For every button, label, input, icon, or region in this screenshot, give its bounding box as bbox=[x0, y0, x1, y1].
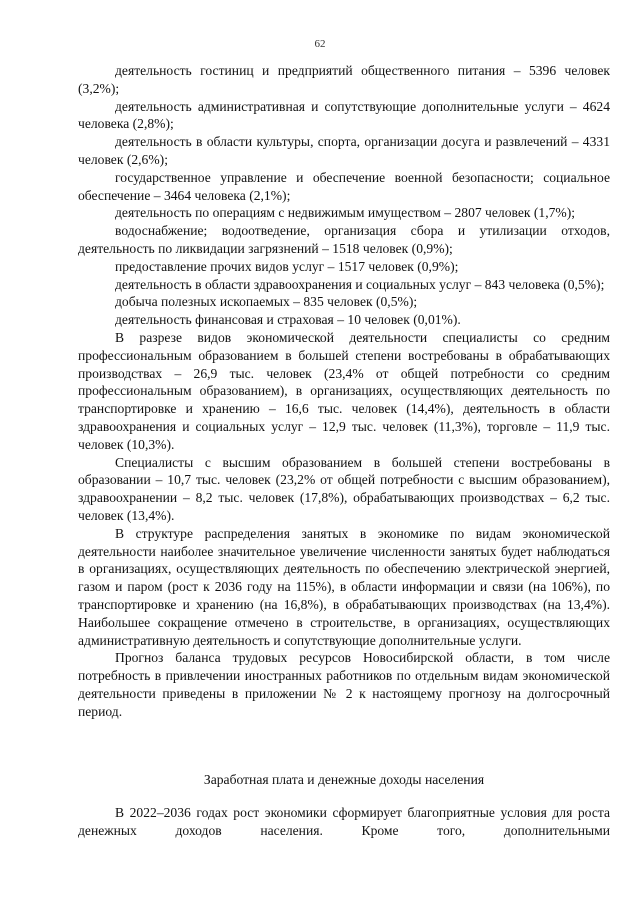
paragraph-admin-services: деятельность административная и сопутствующие дополнительные услуги – 4624 человека (2,8%); bbox=[78, 98, 610, 132]
paragraph-culture-sport: деятельность в области культуры, спорта, организации досуга и развлечений – 4331 человек (2,6%); bbox=[78, 134, 610, 167]
page-number: 62 bbox=[314, 38, 326, 50]
tail-text bbox=[78, 804, 610, 840]
paragraph-hotels: деятельность гостиниц и предприятий общественного питания – 5396 человек (3,2%); bbox=[78, 63, 610, 96]
paragraph-real-estate: деятельность по операциям с недвижимым имуществом – 2807 человек (1,7%); bbox=[115, 205, 576, 221]
paragraph-higher-education: Специалисты с высшим образованием в большей степени востребованы в образовании – 10,7 тыс. человек (23,2% от общей потребности с высшим образованием), здравоохранении – 8,2 тыс. человек (17,8%), обрабатывающих производствах – 6,2 тыс. человек (13,4%). bbox=[78, 454, 610, 523]
paragraph-water-supply: водоснабжение; водоотведение, организация сбора и утилизации отходов, деятельность по ликвидации загрязнений – 1518 человек (0,9%); bbox=[78, 223, 610, 256]
paragraph-labor-balance-forecast: Прогноз баланса трудовых ресурсов Новосибирской области, в том числе потребность в привлечении иностранных работников по отдельным видам экономической деятельности приведены в приложении № 2 к настоящему прогнозу на долгосрочный период. bbox=[78, 650, 610, 719]
paragraph-public-administration: государственное управление и обеспечение военной безопасности; социальное обеспечение – 3464 человека (2,1%); bbox=[78, 169, 610, 203]
section-heading: Заработная плата и денежные доходы населения bbox=[203, 772, 485, 787]
paragraph-healthcare: деятельность в области здравоохранения и социальных услуг – 843 человека (0,5%); bbox=[115, 276, 605, 292]
paragraph-other-services: предоставление прочих видов услуг – 1517 человек (0,9%); bbox=[115, 258, 459, 274]
paragraph-mining: добыча полезных ископаемых – 835 человек (0,5%); bbox=[115, 294, 418, 310]
paragraph-income-growth: В 2022–2036 годах рост экономики сформирует благоприятные условия для роста денежных доходов населения. Кроме того, дополнительными bbox=[78, 805, 610, 838]
paragraph-employment-structure: В структуре распределения занятых в экономике по видам экономической деятельности наиболее значительное увеличение численности занятых будет наблюдаться в организациях, осуществляющих деятельность по обеспечению электрической энергией, газом и паром (рост к 2036 году на 115%), в области информации и связи (на 106%), по транспортировке и хранению (на 16,8%), в обрабатывающих производствах (на 13,4%). Наибольшее сокращение отмечено в строительстве, в организациях, осуществляющих административную деятельность и сопутствующие дополнительные услуги. bbox=[78, 525, 610, 648]
paragraph-secondary-vocational: В разрезе видов экономической деятельности специалисты со средним профессиональным образованием в большей степени востребованы в обрабатывающих производствах – 26,9 тыс. человек (23,4% от общей потребности со средним профессиональным образованием), в организациях, осуществляющих деятельность по транспортировке и хранению – 16,6 тыс. человек (14,4%), деятельность в области здравоохранения и социальных услуг – 12,9 тыс. человек (11,3%), торговле – 11,9 тыс. человек (10,3%). bbox=[78, 329, 610, 452]
paragraph-finance: деятельность финансовая и страховая – 10 человек (0,01%). bbox=[115, 312, 461, 328]
body-text bbox=[78, 62, 610, 720]
